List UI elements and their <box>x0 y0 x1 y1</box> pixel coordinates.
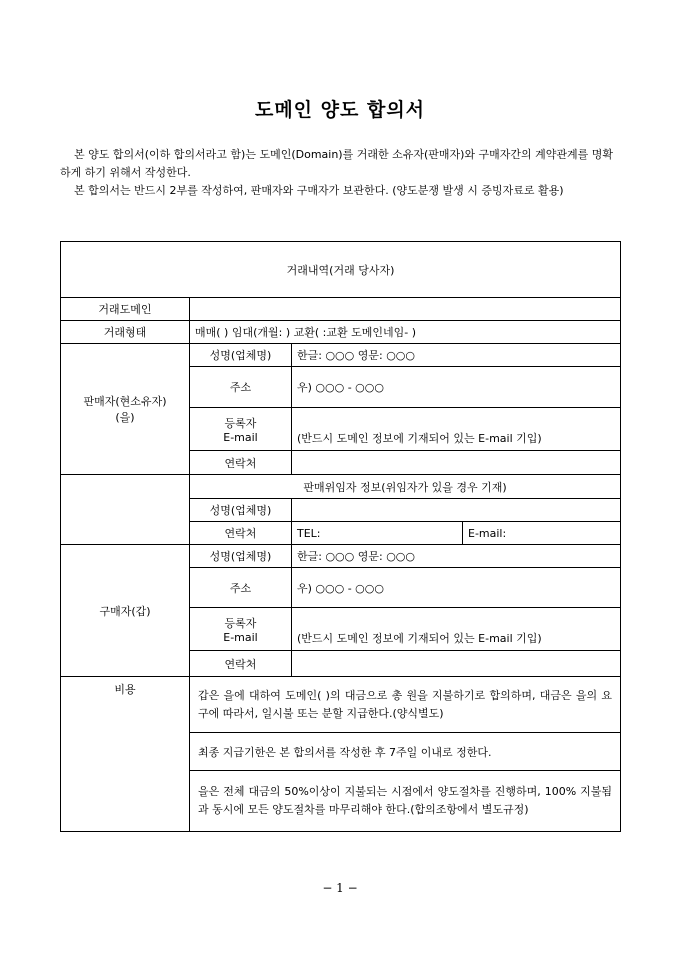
table-header: 거래내역(거래 당사자) <box>61 242 621 298</box>
buyer-registrant-label <box>190 608 292 651</box>
buyer-contact-field[interactable] <box>292 651 621 677</box>
seller-contact-label: 연락처 <box>190 451 292 475</box>
buyer-registrant-label-line2: E-mail <box>223 630 258 644</box>
domain-label: 거래도메인 <box>61 298 190 321</box>
type-field[interactable]: 매매( ) 임대(개월: ) 교환( :교환 도메인네임- ) <box>190 321 621 344</box>
buyer-label: 구매자(갑) <box>61 545 190 677</box>
seller-contact-field[interactable] <box>292 451 621 475</box>
seller-name-field[interactable]: 한글: ○○○ 영문: ○○○ <box>292 344 621 367</box>
page-number: − 1 − <box>322 881 358 895</box>
buyer-name-label: 성명(업체명) <box>190 545 292 568</box>
delegate-name-field[interactable] <box>292 499 621 522</box>
delegate-contact-label: 연락처 <box>190 522 292 545</box>
cost-clause-1: 갑은 을에 대하여 도메인( )의 대금으로 총 원을 지불하기로 합의하며, 대금은 을의 요구에 따라서, 일시불 또는 분할 지급한다.(양식별도) <box>190 677 621 733</box>
cost-clause-3: 을은 전체 대금의 50%이상이 지불되는 시점에서 양도절차를 진행하며, 100% 지불됨과 동시에 모든 양도절차를 마무리해야 한다.(합의조항에서 별도규정) <box>190 771 621 832</box>
buyer-registrant-field[interactable]: (반드시 도메인 정보에 기재되어 있는 E-mail 기입) <box>292 608 621 651</box>
buyer-name-field[interactable]: 한글: ○○○ 영문: ○○○ <box>292 545 621 568</box>
seller-label-line2: (을) <box>115 411 135 424</box>
domain-input[interactable] <box>190 298 621 321</box>
buyer-address-label: 주소 <box>190 568 292 608</box>
seller-registrant-label-line1: 등록자 <box>224 416 257 430</box>
seller-registrant-field[interactable]: (반드시 도메인 정보에 기재되어 있는 E-mail 기입) <box>292 408 621 451</box>
seller-address-field[interactable]: 우) ○○○ - ○○○ <box>292 367 621 408</box>
intro-paragraph-2: 본 합의서는 반드시 2부를 작성하여, 판매자와 구매자가 보관한다. (양도분쟁 발생 시 증빙자료로 활용) <box>74 184 564 197</box>
cost-label: 비용 <box>61 677 190 832</box>
seller-address-label: 주소 <box>190 367 292 408</box>
seller-name-label: 성명(업체명) <box>190 344 292 367</box>
seller-registrant-label-line2: E-mail <box>223 430 258 444</box>
document-title: 도메인 양도 합의서 <box>254 99 426 121</box>
seller-registrant-label <box>190 408 292 451</box>
buyer-registrant-label-line1: 등록자 <box>224 616 257 630</box>
delegate-header: 판매위임자 정보(위임자가 있을 경우 기재) <box>190 475 621 499</box>
buyer-contact-label: 연락처 <box>190 651 292 677</box>
buyer-address-field[interactable]: 우) ○○○ - ○○○ <box>292 568 621 608</box>
type-label: 거래형태 <box>61 321 190 344</box>
delegate-tel-field[interactable]: TEL: <box>292 522 463 545</box>
transaction-table <box>60 241 621 832</box>
seller-label-line1: 판매자(현소유자) <box>83 395 167 408</box>
delegate-name-label: 성명(업체명) <box>190 499 292 522</box>
seller-label <box>61 344 190 475</box>
cost-clause-2: 최종 지급기한은 본 합의서를 작성한 후 7주일 이내로 정한다. <box>190 733 621 771</box>
delegate-email-field[interactable]: E-mail: <box>463 522 621 545</box>
delegate-spacer <box>61 475 190 545</box>
intro-paragraph-1: 본 양도 합의서(이하 합의서라고 함)는 도메인(Domain)를 거래한 소유자(판매자)와 구매자간의 계약관계를 명확하게 하기 위해서 작성한다. <box>60 148 614 179</box>
